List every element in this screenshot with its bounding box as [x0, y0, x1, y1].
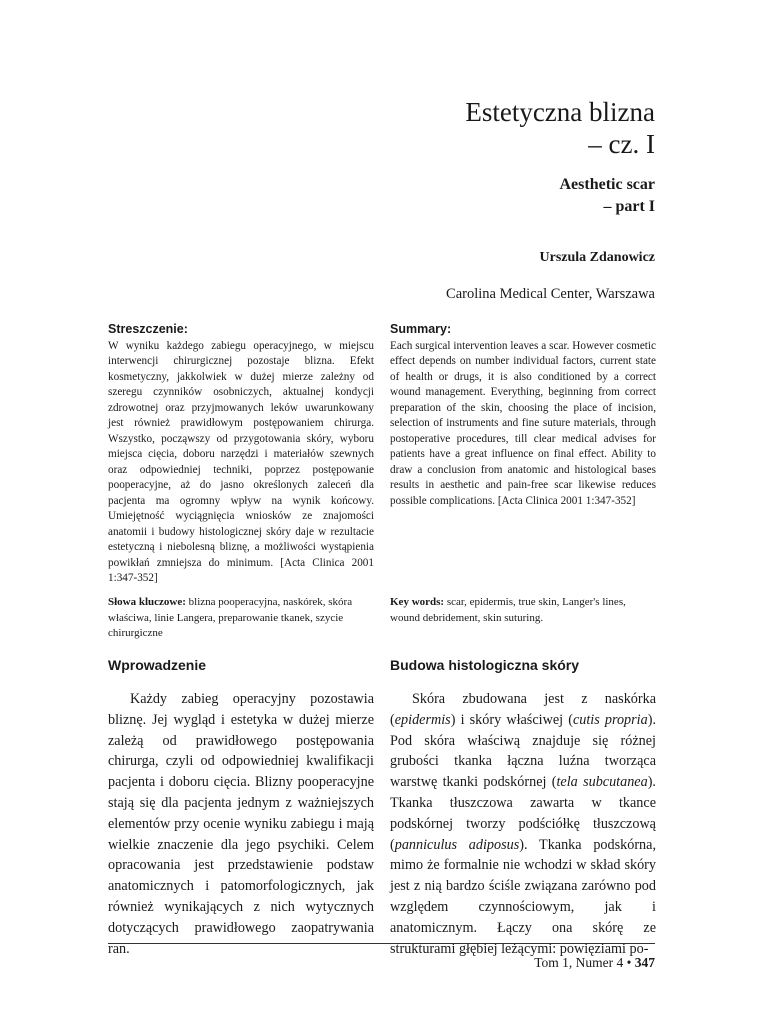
keywords-polish-label: Słowa kluczowe:	[108, 596, 186, 608]
abstract-english-text: Each surgical intervention leaves a scar. However cosmetic effect depends on number individual factors, current state of health or drugs, it is also conditioned by a correct wound management. Everything, beginning from correct preparation of the skin, choosing the place of incision, selection of instruments and fine suture materials, through postoperative procedures, till clear medical advises for patients have a great influence on final effect. Ability to draw a conclusion from anatomic and histological bases results in aesthetic and pain-free scar likewise reduces possible complications. [Acta Clinica 2001 1:347-352]	[390, 339, 656, 507]
abstract-polish-text: W wyniku każdego zabiegu operacyjnego, w miejscu interwencji chirurgicznej pozostaje blizna. Efekt kosmetyczny, jakkolwiek w dużej mierze zależny od szeregu czynników osobniczych, aktualnej kondycji zdrowotnej oraz przyjmowanych leków uwarunkowany jest również prawidłowym postępowaniem chirurga. Wszystko, począwszy od przygotowania skóry, wyboru miejsca cięcia, doboru narzędzi i materiałów szewnych oraz odpowiedniej techniki, poprzez postępowanie pooperacyjne, aż do jasno określonych zaleceń dla pacjenta ma ogromny wpływ na wynik końcowy. Umiejętność wyciągnięcia wniosków ze znajomości anatomii i budowy histologicznej skóry daje w rezultacie estetyczną i niebolesną bliznę, a możliwości wystąpienia powikłań zmniejsza do minimum. [Acta Clinica 2001 1:347-352]	[108, 339, 374, 584]
article-subtitle	[559, 174, 655, 218]
subtitle-line-1: Aesthetic scar	[559, 176, 655, 193]
abstract-polish	[108, 322, 374, 587]
histology-text-3: ). Pod skóra właściwą znajduje się różnej grubości tkanka łączna luźna tworząca warstwę tkanki podskórnej (	[390, 711, 656, 791]
keywords-polish-text: blizna pooperacyjna, naskórek, skóra właściwa, linie Langera, preparowanie tkanek, szycie chirurgiczne	[108, 596, 353, 639]
page-footer	[534, 955, 655, 971]
histology-term-panniculus-adiposus: panniculus adiposus	[394, 836, 520, 853]
histology-term-epidermis: epidermis	[394, 711, 451, 728]
keywords-english-label: Key words:	[390, 596, 445, 608]
author-name: Urszula Zdanowicz	[539, 250, 655, 265]
histology-text-2: ) i skóry właściwej (	[450, 711, 573, 728]
section-heading-introduction: Wprowadzenie	[108, 657, 207, 673]
abstract-english-heading: Summary:	[390, 322, 452, 336]
footer-rule	[108, 943, 655, 944]
histology-paragraph	[390, 689, 656, 959]
abstract-polish-heading: Streszczenie:	[108, 322, 188, 336]
footer-journal-issue: Tom 1, Numer 4	[534, 955, 624, 970]
histology-text-4: ). Tkanka tłuszczowa zawarta w tkance podskórnej tworzy podściółkę tłuszczową (	[390, 774, 656, 853]
histology-text-5: ). Tkanka podskórna, mimo że formalnie nie wchodzi w skład skóry jest z nią bardzo ściśle związana zarówno pod względem czynnościowym, jak i anatomicznym. Łączy ona skórę ze strukturami głębiej leżącymi: powięziami po-	[390, 836, 656, 957]
histology-term-tela-subcutanea: tela subcutanea	[556, 774, 648, 791]
page-number: 347	[634, 955, 655, 970]
footer-bullet: •	[626, 955, 632, 970]
title-line-1: Estetyczna blizna	[465, 97, 655, 127]
body-text-histology	[390, 689, 656, 959]
article-title	[465, 96, 655, 160]
subtitle-line-2: – part I	[603, 198, 655, 215]
keywords-polish	[108, 595, 374, 642]
author-affiliation: Carolina Medical Center, Warszawa	[446, 286, 655, 302]
abstract-english	[390, 322, 656, 509]
section-heading-histology: Budowa histologiczna skóry	[390, 657, 580, 673]
keywords-english	[390, 595, 656, 626]
histology-term-cutis-propria: cutis propria	[572, 711, 648, 728]
keywords-english-text: scar, epidermis, true skin, Langer's lines, wound debridement, skin suturing.	[390, 596, 626, 624]
title-line-2: – cz. I	[588, 129, 655, 159]
body-text-introduction	[108, 689, 374, 959]
introduction-paragraph: Każdy zabieg operacyjny pozostawia bliznę. Jej wygląd i estetyka w dużej mierze zależą od prawidłowego postępowania chirurga, czyli od odpowiedniej kwalifikacji pacjenta i doboru cięcia. Blizny pooperacyjne stają się dla pacjenta jednym z ważniejszych elementów przy ocenie wyniku zabiegu i mają wielkie znaczenie dla jego psychiki. Celem opracowania jest przedstawienie podstaw anatomicznych i patomorfologicznych, jak również wynikających z nich wytycznych dotyczących prawidłowego zaopatrywania ran.	[108, 691, 374, 957]
histology-text-1: Skóra zbudowana jest z naskórka (	[390, 691, 656, 728]
